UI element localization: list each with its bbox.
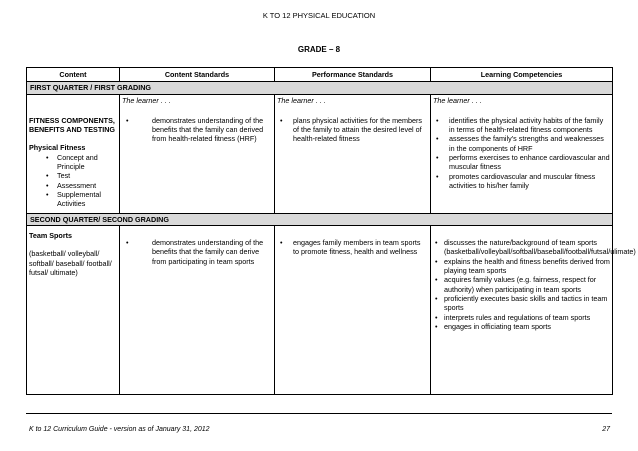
content-subtitle: (basketball/ volleyball/ softball/ baseball/ football/ futsal/ ultimate) xyxy=(29,249,112,278)
list-item: • performs exercises to enhance cardiovascular and muscular fitness xyxy=(433,153,610,172)
learner-label: The learner . . . xyxy=(431,94,613,106)
list-item: • assesses the family’s strengths and weaknesses in the components of HRF xyxy=(433,134,610,153)
list-item: • proficiently executes basic skills and tactics in team sports xyxy=(433,294,610,313)
learner-label: The learner . . . xyxy=(120,94,275,106)
list-item: • interprets rules and regulations of team sports xyxy=(433,313,610,322)
document-header: K TO 12 PHYSICAL EDUCATION xyxy=(262,11,376,20)
content-subtitle: Physical Fitness xyxy=(29,143,86,153)
content-list xyxy=(29,153,117,209)
footer-text: K to 12 Curriculum Guide - version as of January 31, 2012 xyxy=(29,426,210,433)
list-item: • demonstrates understanding of the benefits that the family can derived from health-related fitness (HRF) xyxy=(122,116,272,144)
col-learning-competencies: Learning Competencies xyxy=(431,68,613,82)
q2-competencies-cell xyxy=(431,226,636,395)
list-item: • discusses the nature/background of team sports (basketball/volleyball/softball/baseball/football/futsal/ulimate) xyxy=(433,238,610,257)
list-item: • acquires family values (e.g. fairness, respect for authority) when participating in team sports xyxy=(433,275,610,294)
q1-standard-cell xyxy=(120,106,275,214)
content-title: FITNESS COMPONENTS, BENEFITS AND TESTING xyxy=(29,115,115,135)
content-title: Team Sports xyxy=(29,231,73,241)
q2-content-cell xyxy=(27,226,120,395)
col-content: Content xyxy=(27,68,120,82)
list-item: • Concept and Principle xyxy=(29,153,117,172)
list-item: • Supplemental Activities xyxy=(29,190,117,209)
list-item: • explains the health and fitness benefits derived from playing team sports xyxy=(433,257,610,276)
list-item: • identifies the physical activity habits of the family in terms of health-related fitness components xyxy=(433,116,610,135)
quarter-2-label: SECOND QUARTER/ SECOND GRADING xyxy=(27,213,613,225)
q1-content-row xyxy=(27,106,613,214)
curriculum-table xyxy=(26,67,636,395)
list-item: • plans physical activities for the members of the family to attain the desired level of health-related fitness xyxy=(277,116,428,144)
q1-performance-cell xyxy=(275,106,431,214)
list-item: • Test xyxy=(29,171,117,180)
learner-label: The learner . . . xyxy=(275,94,431,106)
col-content-standards: Content Standards xyxy=(120,68,275,82)
q1-content-cell xyxy=(27,106,120,214)
quarter-1-label: FIRST QUARTER / FIRST GRADING xyxy=(27,82,613,94)
list-item: • promotes cardiovascular and muscular fitness activities to his/her family xyxy=(433,172,610,191)
list-item: • engages in officiating team sports xyxy=(433,322,610,331)
list-item: • engages family members in team sports to promote fitness, health and wellness xyxy=(277,238,428,257)
list-item: • Assessment xyxy=(29,181,117,190)
q2-standard-cell xyxy=(120,226,275,395)
q2-performance-cell xyxy=(275,226,431,395)
q2-content-row xyxy=(27,226,613,395)
list-item: • demonstrates understanding of the benefits that the family can derive from participating in team sports xyxy=(122,238,272,266)
col-performance-standards: Performance Standards xyxy=(275,68,431,82)
q1-competencies-cell xyxy=(431,106,613,214)
header-row xyxy=(27,68,613,82)
q1-learner-row xyxy=(27,94,613,106)
grade-title: GRADE – 8 xyxy=(297,45,341,54)
footer-divider xyxy=(26,413,612,414)
page-number: 27 xyxy=(602,426,610,433)
